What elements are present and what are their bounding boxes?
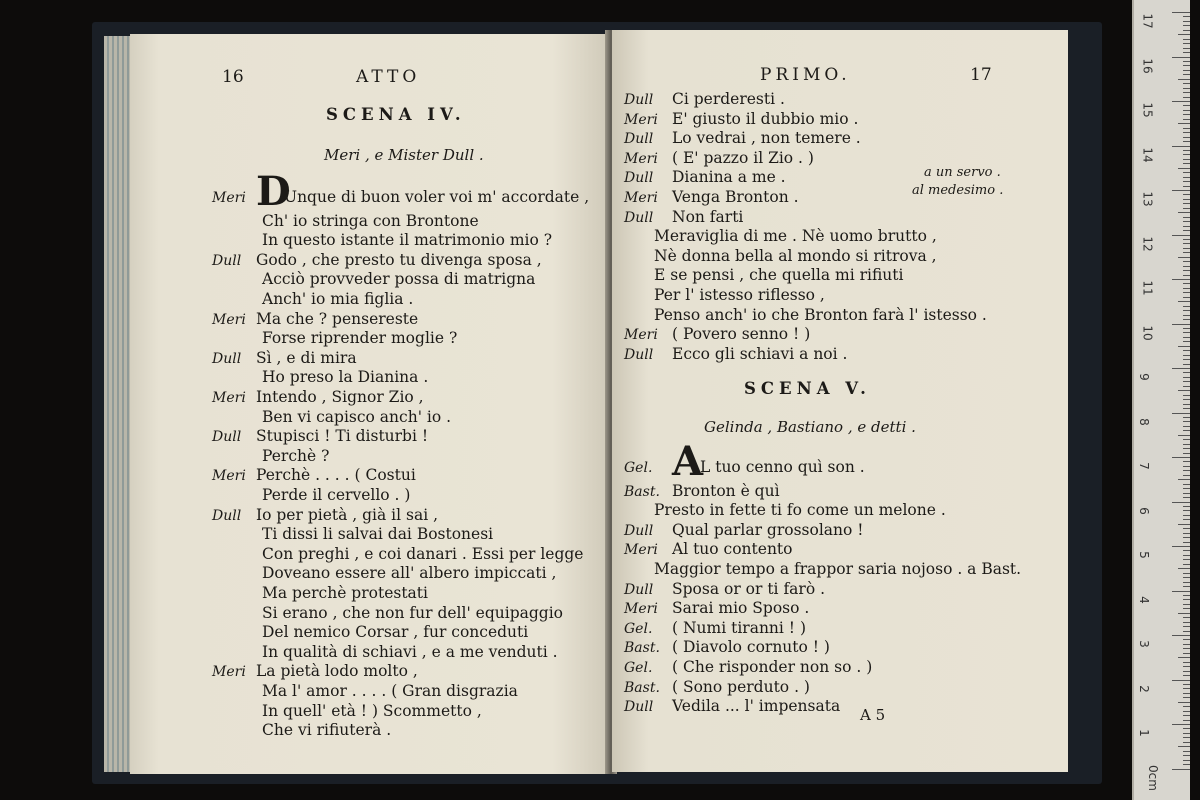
- ruler-tick: [1183, 564, 1190, 565]
- ruler-tick: [1183, 537, 1190, 538]
- ruler-tick: [1183, 519, 1190, 520]
- left-line-text: Ma l' amor . . . . ( Gran disgrazia: [262, 682, 518, 700]
- right-scene-characters: Gelinda , Bastiano , e detti .: [704, 418, 916, 436]
- measuring-ruler: [1132, 0, 1190, 800]
- ruler-tick: [1183, 506, 1190, 507]
- ruler-tick: [1183, 555, 1190, 556]
- ruler-tick: [1183, 186, 1190, 187]
- ruler-tick: [1183, 386, 1190, 387]
- ruler-tick: [1178, 435, 1190, 436]
- ruler-tick: [1183, 372, 1190, 373]
- ruler-tick: [1172, 680, 1190, 681]
- ruler-tick: [1183, 154, 1190, 155]
- ruler-tick: [1178, 568, 1190, 569]
- ruler-tick: [1183, 395, 1190, 396]
- ruler-number: 14: [1140, 146, 1155, 163]
- ruler-number: 8: [1136, 417, 1151, 426]
- ruler-tick: [1183, 21, 1190, 22]
- right-line-text: ( Diavolo cornuto ! ): [672, 638, 830, 657]
- ruler-tick: [1183, 172, 1190, 173]
- ruler-tick: [1183, 728, 1190, 729]
- right-line-text: Qual parlar grossolano !: [672, 520, 864, 539]
- ruler-tick: [1183, 266, 1190, 267]
- ruler-tick: [1183, 582, 1190, 583]
- left-line-speaker: Meri: [212, 311, 246, 328]
- ruler-tick: [1178, 212, 1190, 213]
- ruler-tick: [1183, 444, 1190, 445]
- ruler-tick: [1183, 25, 1190, 26]
- left-line-text: Ch' io stringa con Brontone: [262, 211, 479, 230]
- ruler-tick: [1183, 764, 1190, 765]
- right-line-text: Nè donna bella al mondo si ritrova ,: [654, 246, 937, 265]
- right-line-text: Non farti: [672, 207, 744, 226]
- left-line-text: Del nemico Corsar , fur conceduti: [262, 623, 529, 642]
- right-line-speaker: Dull: [624, 170, 654, 187]
- ruler-tick: [1183, 542, 1190, 543]
- ruler-tick: [1183, 92, 1190, 93]
- ruler-tick: [1183, 275, 1190, 276]
- ruler-tick: [1183, 163, 1190, 164]
- left-line-speaker: Dull: [212, 507, 242, 524]
- left-line-text: Che vi rifiuterà .: [262, 721, 392, 740]
- ruler-tick: [1183, 221, 1190, 222]
- ruler-tick: [1183, 604, 1190, 605]
- ruler-tick: [1183, 83, 1190, 84]
- ruler-tick: [1183, 319, 1190, 320]
- ruler-tick: [1183, 631, 1190, 632]
- left-line-text: Anch' io mia figlia .: [262, 290, 414, 308]
- ruler-tick: [1183, 430, 1190, 431]
- ruler-tick: [1183, 114, 1190, 115]
- ruler-number: 3: [1136, 640, 1151, 648]
- ruler-number: 15: [1140, 102, 1155, 118]
- ruler-tick: [1183, 328, 1190, 329]
- ruler-tick: [1183, 693, 1190, 694]
- right-line-speaker: Meri: [624, 601, 658, 618]
- ruler-tick: [1183, 720, 1190, 721]
- right-line-speaker: Dull: [624, 699, 654, 716]
- right-line-text: Maggior tempo a frappor saria nojoso . a Bast.: [654, 560, 1022, 578]
- left-line-text: La pietà lodo molto ,: [256, 662, 418, 681]
- right-scene-title: SCENA V.: [744, 379, 871, 398]
- ruler-tick: [1183, 671, 1190, 672]
- ruler-tick: [1183, 181, 1190, 182]
- ruler-tick: [1183, 359, 1190, 360]
- ruler-tick: [1183, 292, 1190, 293]
- left-line-text: Perde il cervello . ): [262, 486, 411, 504]
- right-line-text: Penso anch' io che Bronton farà l' istesso .: [654, 305, 987, 324]
- ruler-tick: [1183, 559, 1190, 560]
- ruler-tick: [1183, 510, 1190, 511]
- ruler-tick: [1183, 608, 1190, 609]
- right-line-speaker: Meri: [624, 150, 658, 167]
- ruler-tick: [1183, 622, 1190, 623]
- ruler-tick: [1183, 105, 1190, 106]
- right-line-speaker: Bast.: [624, 679, 660, 696]
- left-line-speaker: Meri: [212, 390, 246, 406]
- right-line-speaker: Gel.: [624, 660, 653, 676]
- right-line-text: Presto in fette ti fo come un melone .: [654, 501, 946, 520]
- ruler-tick: [1183, 239, 1190, 240]
- left-scene-characters: Meri , e Mister Dull .: [324, 146, 484, 164]
- ruler-tick: [1183, 617, 1190, 618]
- ruler-tick: [1183, 697, 1190, 698]
- ruler-tick: [1183, 666, 1190, 667]
- ruler-tick: [1183, 128, 1190, 129]
- ruler-tick: [1183, 644, 1190, 645]
- ruler-tick: [1178, 390, 1190, 391]
- left-line-text: Ma perchè protestati: [262, 584, 428, 602]
- ruler-number: 17: [1140, 13, 1155, 29]
- ruler-number: 0cm: [1145, 764, 1160, 791]
- ruler-tick: [1183, 706, 1190, 707]
- ruler-tick: [1178, 34, 1190, 35]
- left-line-speaker: Meri: [212, 468, 246, 485]
- ruler-tick: [1183, 484, 1190, 485]
- ruler-tick: [1178, 168, 1190, 169]
- right-line-speaker: Meri: [624, 327, 658, 344]
- ruler-tick: [1183, 488, 1190, 489]
- ruler-tick: [1183, 595, 1190, 596]
- ruler-tick: [1183, 30, 1190, 31]
- ruler-tick: [1172, 368, 1190, 369]
- right-page-number: 17: [970, 65, 992, 85]
- ruler-number: 4: [1136, 595, 1151, 604]
- ruler-tick: [1172, 591, 1190, 592]
- left-line-speaker: Meri: [212, 190, 246, 206]
- ruler-tick: [1183, 364, 1190, 365]
- ruler-tick: [1183, 550, 1190, 551]
- ruler-tick: [1172, 57, 1190, 58]
- ruler-tick: [1178, 746, 1190, 747]
- ruler-tick: [1183, 177, 1190, 178]
- left-line-text: Si erano , che non fur dell' equipaggio: [262, 603, 563, 622]
- left-page: [130, 34, 610, 774]
- ruler-tick: [1183, 132, 1190, 133]
- ruler-tick: [1183, 742, 1190, 743]
- ruler-number: 5: [1136, 551, 1151, 559]
- ruler-tick: [1183, 377, 1190, 378]
- right-line-text: ( Povero senno ! ): [672, 325, 811, 344]
- ruler-tick: [1172, 324, 1190, 325]
- ruler-number: 13: [1140, 191, 1155, 207]
- ruler-tick: [1178, 702, 1190, 703]
- left-line-text: Perchè . . . . ( Costui: [256, 466, 416, 485]
- ruler-tick: [1172, 769, 1190, 770]
- ruler-tick: [1183, 97, 1190, 98]
- ruler-tick: [1183, 88, 1190, 89]
- ruler-tick: [1183, 141, 1190, 142]
- ruler-tick: [1172, 635, 1190, 636]
- right-line-text: Sarai mio Sposo .: [672, 599, 810, 618]
- ruler-number: 10: [1140, 324, 1155, 341]
- left-line-speaker: Meri: [212, 664, 246, 681]
- right-line-text: E' giusto il dubbio mio .: [672, 109, 859, 128]
- ruler-tick: [1183, 270, 1190, 271]
- ruler-tick: [1183, 208, 1190, 209]
- right-line-speaker: Dull: [624, 522, 654, 539]
- right-line-speaker: Dull: [624, 92, 654, 108]
- ruler-tick: [1183, 639, 1190, 640]
- ruler-tick: [1183, 653, 1190, 654]
- ruler-tick: [1183, 65, 1190, 66]
- left-line-speaker: Dull: [212, 252, 242, 269]
- right-line-speaker: Bast.: [624, 640, 660, 657]
- right-line-speaker: Gel.: [624, 460, 653, 476]
- ruler-tick: [1183, 715, 1190, 716]
- ruler-tick: [1172, 502, 1190, 503]
- left-running-header: ATTO: [356, 67, 421, 87]
- ruler-tick: [1183, 751, 1190, 752]
- ruler-tick: [1183, 453, 1190, 454]
- ruler-tick: [1183, 448, 1190, 449]
- ruler-number: 6: [1136, 506, 1151, 515]
- right-line-text: Meraviglia di me . Nè uomo brutto ,: [654, 227, 937, 246]
- ruler-tick: [1183, 733, 1190, 734]
- ruler-tick: [1183, 203, 1190, 204]
- ruler-tick: [1183, 461, 1190, 462]
- ruler-tick: [1183, 248, 1190, 249]
- ruler-tick: [1183, 70, 1190, 71]
- left-line-speaker: Dull: [212, 429, 242, 446]
- ruler-tick: [1183, 404, 1190, 405]
- ruler-tick: [1183, 439, 1190, 440]
- ruler-tick: [1183, 230, 1190, 231]
- ruler-tick: [1183, 737, 1190, 738]
- right-line-text: ( Numi tiranni ! ): [672, 618, 806, 637]
- left-page-number: 16: [222, 67, 244, 87]
- right-line-text: ( Che risponder non so . ): [672, 658, 873, 676]
- right-line-text: ( E' pazzo il Zio . ): [672, 148, 814, 167]
- ruler-tick: [1183, 662, 1190, 663]
- ruler-tick: [1183, 648, 1190, 649]
- ruler-tick: [1183, 43, 1190, 44]
- ruler-tick: [1183, 150, 1190, 151]
- right-running-header: PRIMO.: [760, 65, 851, 85]
- ruler-tick: [1183, 586, 1190, 587]
- ruler-tick: [1172, 146, 1190, 147]
- left-line-drop-capital: D: [256, 168, 291, 215]
- ruler-tick: [1172, 279, 1190, 280]
- ruler-tick: [1178, 301, 1190, 302]
- ruler-number: 2: [1136, 684, 1151, 693]
- right-line-text: Vedila ... l' impensata: [672, 697, 841, 716]
- ruler-tick: [1172, 546, 1190, 547]
- ruler-tick: [1183, 119, 1190, 120]
- left-line-text: Ho preso la Dianina .: [262, 368, 429, 387]
- ruler-tick: [1183, 497, 1190, 498]
- left-line-text: Ben vi capisco anch' io .: [262, 407, 452, 426]
- ruler-tick: [1183, 52, 1190, 53]
- ruler-tick: [1178, 524, 1190, 525]
- ruler-tick: [1183, 74, 1190, 75]
- ruler-tick: [1183, 137, 1190, 138]
- right-line-speaker: Dull: [624, 131, 654, 148]
- right-line-speaker: Bast.: [624, 483, 660, 500]
- left-line-text: Forse riprender moglie ?: [262, 329, 458, 348]
- ruler-tick: [1183, 48, 1190, 49]
- ruler-tick: [1178, 346, 1190, 347]
- right-line-text: ( Sono perduto . ): [672, 677, 810, 696]
- ruler-tick: [1183, 283, 1190, 284]
- ruler-tick: [1183, 332, 1190, 333]
- left-line-text: Acciò provveder possa di matrigna: [262, 270, 536, 289]
- right-line-text: L tuo cenno quì son .: [700, 458, 865, 476]
- ruler-tick: [1183, 243, 1190, 244]
- right-line-text: Al tuo contento: [672, 540, 793, 559]
- ruler-number: 7: [1136, 462, 1151, 470]
- ruler-tick: [1183, 199, 1190, 200]
- ruler-tick: [1183, 194, 1190, 195]
- ruler-tick: [1183, 381, 1190, 382]
- ruler-tick: [1183, 711, 1190, 712]
- left-line-text: Godo , che presto tu divenga sposa ,: [256, 250, 542, 269]
- ruler-tick: [1183, 466, 1190, 467]
- left-line-text: Ma che ? pensereste: [256, 309, 419, 328]
- ruler-tick: [1183, 110, 1190, 111]
- ruler-tick: [1172, 724, 1190, 725]
- ruler-tick: [1183, 306, 1190, 307]
- left-line-text: Io per pietà , già il sai ,: [256, 505, 439, 524]
- ruler-tick: [1183, 684, 1190, 685]
- left-line-text: In questo istante il matrimonio mio ?: [262, 231, 553, 250]
- ruler-tick: [1183, 755, 1190, 756]
- ruler-tick: [1183, 61, 1190, 62]
- ruler-tick: [1183, 626, 1190, 627]
- ruler-number: 16: [1140, 57, 1155, 74]
- ruler-tick: [1183, 315, 1190, 316]
- left-line-text: Doveano essere all' albero impiccati ,: [262, 564, 557, 583]
- ruler-tick: [1183, 355, 1190, 356]
- ruler-tick: [1183, 341, 1190, 342]
- ruler-number: 11: [1140, 280, 1155, 296]
- ruler-tick: [1172, 235, 1190, 236]
- left-line-text: Sì , e di mira: [256, 348, 357, 367]
- left-line-text: Intendo , Signor Zio ,: [256, 388, 424, 406]
- stage-direction-2: al medesimo .: [912, 183, 1004, 198]
- stage-direction-1: a un servo .: [924, 165, 1001, 180]
- ruler-tick: [1183, 528, 1190, 529]
- right-line-text: Venga Bronton .: [672, 188, 799, 206]
- ruler-number: 1: [1136, 729, 1151, 737]
- left-line-text: Stupisci ! Ti disturbi !: [256, 427, 429, 446]
- ruler-tick: [1183, 261, 1190, 262]
- right-line-text: Lo vedrai , non temere .: [672, 129, 861, 148]
- ruler-tick: [1183, 470, 1190, 471]
- ruler-tick: [1183, 675, 1190, 676]
- ruler-tick: [1178, 123, 1190, 124]
- ruler-tick: [1178, 479, 1190, 480]
- ruler-tick: [1183, 577, 1190, 578]
- ruler-tick: [1178, 79, 1190, 80]
- right-line-text: Ci perderesti .: [672, 90, 785, 108]
- ruler-tick: [1183, 159, 1190, 160]
- left-line-text: In qualità di schiavi , e a me venduti .: [262, 642, 558, 661]
- left-scene-title: SCENA IV.: [326, 105, 466, 124]
- ruler-tick: [1183, 252, 1190, 253]
- ruler-tick: [1183, 226, 1190, 227]
- ruler-tick: [1183, 337, 1190, 338]
- left-line-text: Unque di buon voler voi m' accordate ,: [284, 188, 590, 206]
- ruler-tick: [1178, 657, 1190, 658]
- ruler-number: 9: [1136, 373, 1151, 381]
- right-line-text: Bronton è quì: [672, 481, 780, 500]
- ruler-tick: [1183, 599, 1190, 600]
- ruler-tick: [1183, 310, 1190, 311]
- ruler-tick: [1178, 257, 1190, 258]
- ruler-tick: [1183, 426, 1190, 427]
- ruler-tick: [1183, 493, 1190, 494]
- ruler-tick: [1183, 288, 1190, 289]
- right-line-speaker: Dull: [624, 346, 654, 363]
- ruler-tick: [1183, 399, 1190, 400]
- ruler-tick: [1183, 408, 1190, 409]
- left-line-text: Ti dissi li salvai dai Bostonesi: [262, 525, 494, 544]
- right-line-text: Ecco gli schiavi a noi .: [672, 344, 848, 363]
- ruler-tick: [1172, 190, 1190, 191]
- ruler-tick: [1183, 515, 1190, 516]
- ruler-tick: [1178, 613, 1190, 614]
- right-line-speaker: Dull: [624, 581, 654, 598]
- ruler-tick: [1183, 533, 1190, 534]
- signature-mark: A 5: [860, 706, 886, 724]
- ruler-tick: [1183, 350, 1190, 351]
- right-line-text: Dianina a me .: [672, 168, 786, 187]
- ruler-tick: [1172, 12, 1190, 13]
- right-line-text: E se pensi , che quella mi rifiuti: [654, 266, 904, 285]
- ruler-tick: [1183, 297, 1190, 298]
- right-line-speaker: Dull: [624, 209, 654, 226]
- right-line-speaker: Gel.: [624, 620, 653, 637]
- left-line-text: Con preghi , e coi danari . Essi per legge: [262, 544, 584, 563]
- ruler-tick: [1172, 457, 1190, 458]
- ruler-tick: [1183, 421, 1190, 422]
- ruler-tick: [1183, 760, 1190, 761]
- right-line-speaker: Meri: [624, 190, 658, 206]
- right-line-text: Sposa or or ti farò .: [672, 579, 826, 598]
- right-line-speaker: Meri: [624, 111, 658, 128]
- ruler-tick: [1183, 475, 1190, 476]
- ruler-tick: [1183, 688, 1190, 689]
- ruler-tick: [1172, 101, 1190, 102]
- right-line-text: Per l' istesso riflesso ,: [654, 286, 825, 304]
- ruler-tick: [1183, 39, 1190, 40]
- left-line-speaker: Dull: [212, 350, 242, 367]
- ruler-tick: [1183, 573, 1190, 574]
- left-line-text: Perchè ?: [262, 446, 330, 465]
- right-line-speaker: Meri: [624, 542, 658, 559]
- ruler-tick: [1183, 417, 1190, 418]
- ruler-number: 12: [1140, 235, 1155, 252]
- right-line-drop-capital: A: [672, 438, 704, 485]
- ruler-tick: [1172, 413, 1190, 414]
- ruler-tick: [1183, 16, 1190, 17]
- right-page: [612, 30, 1068, 772]
- left-line-text: In quell' età ! ) Scommetto ,: [262, 701, 482, 720]
- ruler-tick: [1183, 217, 1190, 218]
